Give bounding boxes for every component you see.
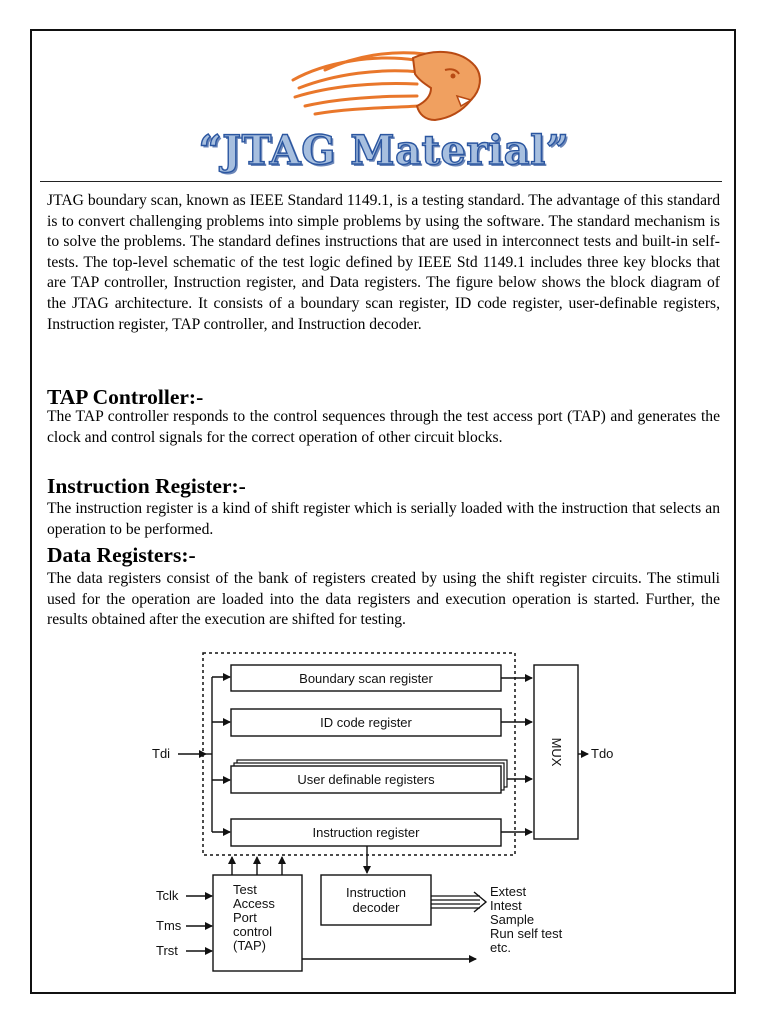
tms-label: Tms	[156, 918, 182, 933]
tap-line-3: Port	[233, 910, 257, 925]
tap-line-2: Access	[233, 896, 275, 911]
heading-tap-controller: TAP Controller:-	[47, 385, 204, 409]
id-code-register-label: ID code register	[320, 715, 412, 730]
tap-line-5: (TAP)	[233, 938, 266, 953]
output-etc: etc.	[490, 940, 511, 955]
output-intest: Intest	[490, 898, 522, 913]
intro-paragraph: JTAG boundary scan, known as IEEE Standard 1149.1, is a testing standard. The advantage of this standard is to convert challenging problems into simple problems by using the software. The standard mechanism is to solve the problems. The standard defines instructions that are used in interconnect tests and built-in self-tests. The top-level schematic of the test logic defined by IEEE Std 1149.1 includes three key blocks that are TAP controller, Instruction register, and Data registers. The figure below shows the block diagram of the JTAG architecture. It consists of a boundary scan register, ID code register, user-definable registers, Instruction register, TAP controller, and Instruction decoder.	[47, 192, 720, 333]
output-run-self-test: Run self test	[490, 926, 563, 941]
flaming-lion-logo-icon	[285, 40, 485, 128]
output-sample: Sample	[490, 912, 535, 927]
instruction-register-paragraph: The instruction register is a kind of shift register which is serially loaded with the instruction that selects an operation to be performed.	[47, 500, 720, 538]
instruction-register-label: Instruction register	[312, 825, 420, 840]
trst-label: Trst	[156, 943, 178, 958]
decoder-line-2: decoder	[352, 900, 400, 915]
output-extest: Extest	[490, 884, 527, 899]
heading-data-registers: Data Registers:-	[47, 543, 196, 567]
title-divider	[40, 181, 722, 182]
boundary-scan-register-label: Boundary scan register	[299, 671, 433, 686]
page-title: “JTAG Material”	[198, 127, 570, 174]
mux-label: MUX	[549, 737, 564, 767]
tap-controller-paragraph: The TAP controller responds to the control sequences through the test access port (TAP) and generates the clock and control signals for the correct operation of other circuit blocks.	[47, 408, 720, 446]
decoder-line-1: Instruction	[346, 885, 406, 900]
tap-line-4: control	[233, 924, 273, 939]
data-registers-paragraph: The data registers consist of the bank of registers created by using the shift register circuits. The stimuli used for the operation are loaded into the data registers and execution operation is started. Further, the results obtained after the execution are shifted for testing.	[47, 570, 720, 629]
heading-instruction-register: Instruction Register:-	[47, 474, 246, 498]
tclk-label: Tclk	[156, 888, 179, 903]
tap-line-1: Test	[233, 882, 257, 897]
tap-controller-block	[213, 875, 302, 971]
user-definable-registers-label: User definable registers	[297, 772, 435, 787]
tdi-label: Tdi	[152, 746, 171, 761]
tdo-label: Tdo	[591, 746, 614, 761]
jtag-block-diagram	[130, 645, 630, 975]
